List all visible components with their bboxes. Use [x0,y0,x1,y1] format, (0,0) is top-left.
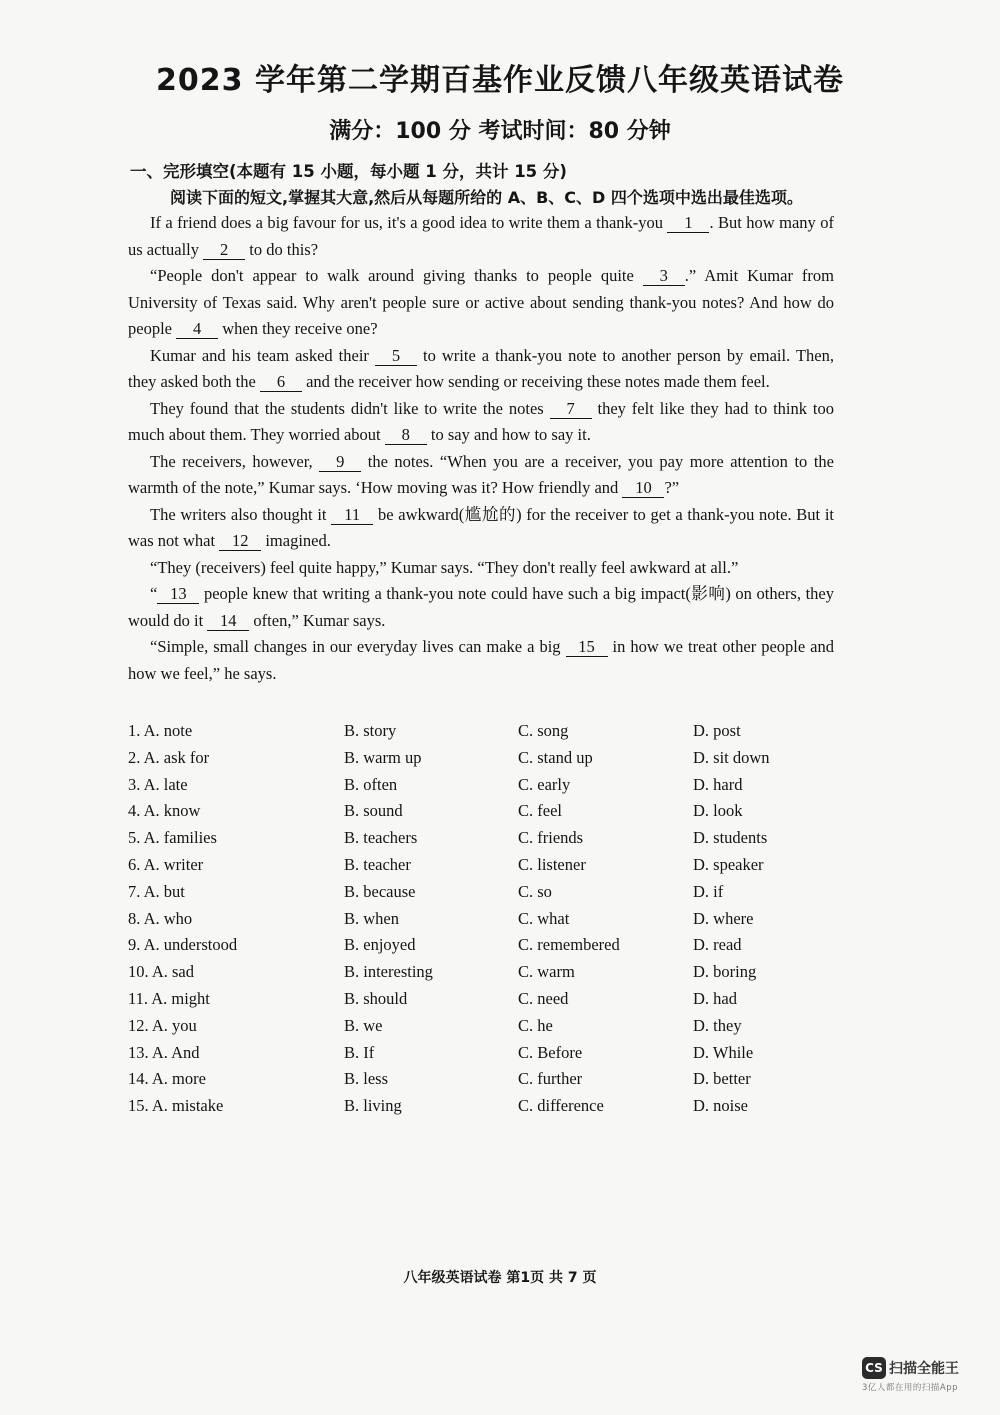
passage-paragraph [128,343,834,396]
page-footer: 八年级英语试卷 第1页 共 7 页 [403,1270,597,1286]
passage-text: They found that the students didn't like to write the notes [150,398,550,418]
option-b: B. interesting [344,962,433,982]
option-row [128,801,848,828]
option-b: B. If [344,1042,375,1062]
passage-text: Kumar and his team asked their [150,345,375,365]
blank-1: 1 [667,214,709,233]
passage-text: when they receive one? [218,319,378,338]
option-row [128,935,848,962]
option-c: C. Before [518,1042,583,1062]
exam-info: 满分：100 分 考试时间：80 分钟 [329,119,671,144]
passage-text: to say and how to say it. [426,425,591,444]
option-d: D. students [693,828,768,848]
blank-15: 15 [566,638,608,657]
scanner-watermark [862,1357,987,1393]
option-c: C. stand up [518,747,593,767]
option-row [128,1096,848,1123]
option-d: D. better [693,1069,751,1089]
option-c: C. so [518,881,552,901]
passage-text: If a friend does a big favour for us, it's a good idea to write them a thank-you [150,213,668,232]
option-c: C. early [518,774,571,794]
blank-11: 11 [331,506,373,525]
option-c: C. he [518,1015,553,1035]
option-row [128,855,848,882]
passage-text: . But how many of us actually [128,213,834,259]
option-row [128,828,848,855]
option-a: 12. A. you [128,1015,197,1035]
option-b: B. we [344,1015,383,1035]
option-row [128,882,848,909]
option-c: C. difference [518,1096,604,1116]
blank-10: 10 [622,479,664,498]
option-d: D. While [693,1042,754,1062]
cloze-passage [128,210,834,687]
passage-paragraph [128,555,834,582]
option-d: D. look [693,801,743,821]
passage-text: and the receiver how sending or receiving these notes made them feel. [301,372,770,391]
option-c: C. further [518,1069,583,1089]
passage-text: to do this? [245,239,319,259]
option-row [128,721,848,748]
option-b: B. sound [344,801,403,821]
option-d: D. noise [693,1096,748,1116]
blank-13: 13 [157,585,199,604]
passage-text: “ [150,584,158,603]
option-b: B. enjoyed [344,935,416,955]
blank-5: 5 [375,347,417,366]
option-row [128,1043,848,1070]
passage-text: the notes. “When you are a receiver, you pay more attention to the warmth of the note,” Kumar says. ‘How moving was it? How friendly and [128,451,834,497]
passage-paragraph [128,581,834,634]
option-b: B. less [344,1069,389,1089]
blank-9: 9 [319,453,361,472]
blank-14: 14 [207,612,249,631]
passage-text: in how we treat other people and how we feel,” he says. [128,637,834,683]
blank-7: 7 [550,400,592,419]
option-a: 14. A. more [128,1069,206,1089]
passage-paragraph [128,263,834,343]
passage-text: “They (receivers) feel quite happy,” Kumar says. “They don't really feel awkward at all.” [150,557,739,577]
option-row [128,748,848,775]
passage-paragraph [128,210,834,263]
option-a: 5. A. families [128,828,217,848]
option-d: D. boring [693,962,757,982]
page-title: 2023 学年第二学期百基作业反馈八年级英语试卷 [156,63,844,98]
passage-text: The writers also thought it [150,504,332,524]
option-c: C. remembered [518,935,620,955]
answer-options [128,721,848,1123]
option-d: D. read [693,935,742,955]
option-d: D. sit down [693,747,770,767]
option-b: B. teachers [344,828,418,848]
option-d: D. post [693,721,741,740]
passage-paragraph [128,449,834,502]
option-a: 9. A. understood [128,935,238,955]
option-b: B. often [344,774,398,794]
option-a: 10. A. sad [128,962,194,982]
passage-text: .” Amit Kumar from University of Texas said. Why aren't people sure or active about sending thank-you notes? And how do people [128,266,834,338]
option-a: 6. A. writer [128,854,204,874]
option-a: 3. A. late [128,774,188,794]
option-c: C. song [518,721,569,740]
option-d: D. they [693,1015,742,1035]
blank-2: 2 [203,241,245,260]
passage-text: ?” [664,478,680,497]
option-c: C. listener [518,854,586,874]
option-b: B. living [344,1096,402,1116]
option-b: B. warm up [344,747,422,767]
option-d: D. where [693,908,754,928]
option-b: B. should [344,988,408,1008]
option-d: D. hard [693,774,743,794]
option-c: C. feel [518,801,562,821]
blank-12: 12 [219,532,261,551]
passage-text: be awkward(尴尬的) for the receiver to get a thank-you note. But it was not what [128,504,835,550]
passage-text: to write a thank-you note to another person by email. Then, they asked both the [128,345,834,391]
camscanner-logo-icon: CS [862,1357,886,1379]
option-row [128,989,848,1016]
section-heading: 一、完形填空(本题有 15 小题，每小题 1 分，共计 15 分) [130,162,567,181]
option-b: B. teacher [344,854,411,874]
option-c: C. need [518,988,569,1008]
blank-6: 6 [260,373,302,392]
option-a: 4. A. know [128,801,201,821]
option-a: 1. A. note [128,721,193,740]
option-b: B. story [344,721,397,740]
passage-text: The receivers, however, [150,451,320,471]
option-b: B. because [344,881,416,901]
watermark-tagline: 3亿人都在用的扫描App [862,1383,959,1393]
passage-text: imagined. [261,531,331,550]
option-row [128,1069,848,1096]
option-a: 8. A. who [128,908,193,928]
passage-text: “Simple, small changes in our everyday lives can make a big [150,637,566,656]
option-d: D. speaker [693,854,764,874]
option-d: D. if [693,881,724,901]
blank-4: 4 [176,320,218,339]
passage-text: often,” Kumar says. [249,610,386,630]
option-c: C. what [518,908,570,928]
section-instruction: 阅读下面的短文,掌握其大意,然后从每题所给的 A、B、C、D 四个选项中选出最佳选项。 [170,188,803,207]
option-a: 11. A. might [128,988,210,1008]
blank-3: 3 [643,267,685,286]
option-a: 13. A. And [128,1042,200,1062]
option-a: 7. A. but [128,881,185,901]
option-b: B. when [344,908,399,928]
passage-paragraph [128,634,834,687]
option-a: 15. A. mistake [128,1096,224,1116]
option-row [128,909,848,936]
option-c: C. warm [518,962,575,982]
option-d: D. had [693,988,737,1008]
option-row [128,962,848,989]
blank-8: 8 [385,426,427,445]
passage-paragraph [128,396,834,449]
passage-paragraph [128,502,834,555]
option-c: C. friends [518,828,584,848]
passage-text: people knew that writing a thank-you note could have such a big impact(影响) on others, they would do it [128,584,834,630]
option-row [128,1016,848,1043]
option-a: 2. A. ask for [128,747,210,767]
passage-text: they felt like they had to think too much about them. They worried about [128,398,834,444]
option-row [128,775,848,802]
watermark-name: 扫描全能王 [889,1361,959,1377]
passage-text: “People don't appear to walk around giving thanks to people quite [150,266,643,285]
